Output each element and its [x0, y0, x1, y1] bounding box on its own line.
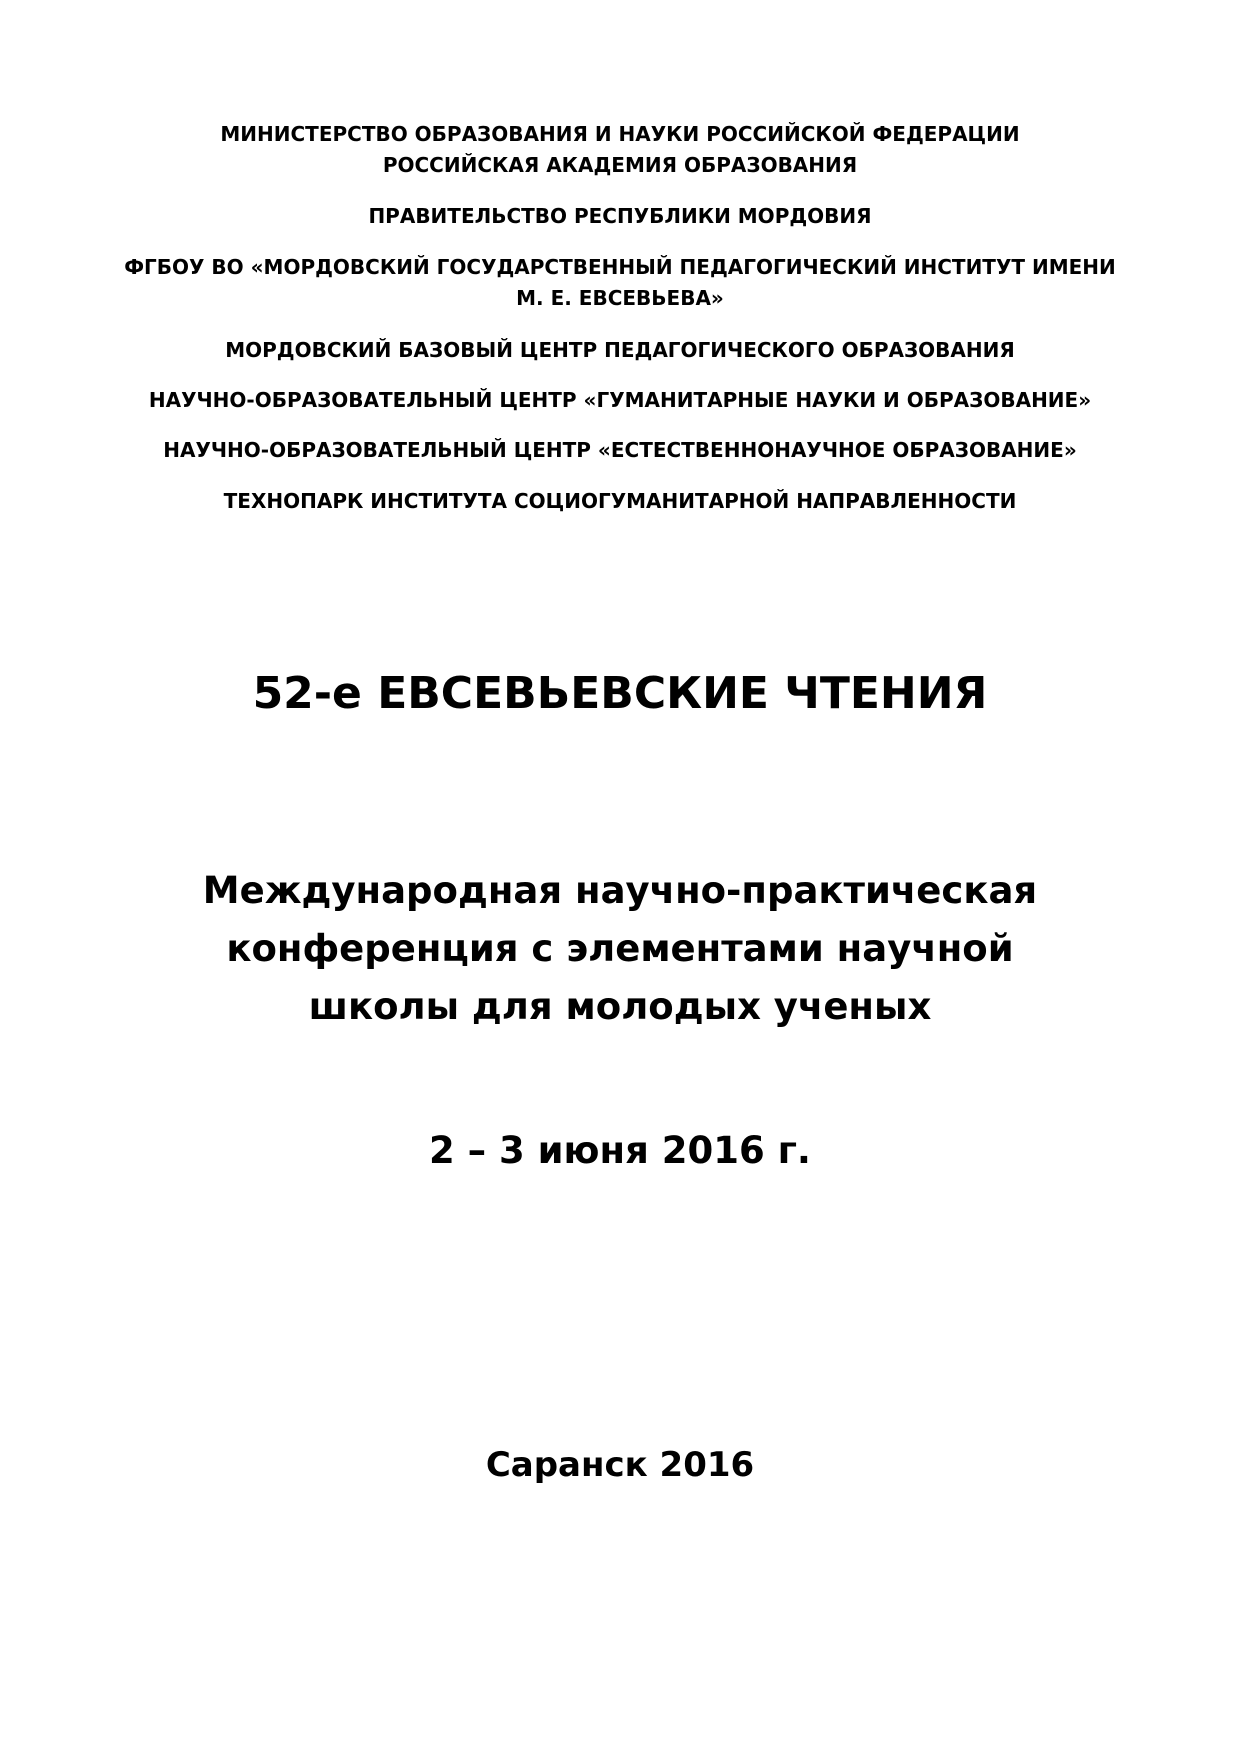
org-line-technopark: ТЕХНОПАРК ИНСТИТУТА СОЦИОГУМАНИТАРНОЙ НАПРАВЛЕННОСТИ — [223, 489, 1017, 513]
org-line-institute-name: М. Е. ЕВСЕВЬЕВА» — [516, 286, 724, 310]
org-line-ministry: МИНИСТЕРСТВО ОБРАЗОВАНИЯ И НАУКИ РОССИЙСКОЙ ФЕДЕРАЦИИ — [220, 122, 1020, 146]
conference-dates: 2 – 3 июня 2016 г. — [429, 1129, 811, 1172]
org-line-science-center: НАУЧНО-ОБРАЗОВАТЕЛЬНЫЙ ЦЕНТР «ЕСТЕСТВЕННОНАУЧНОЕ ОБРАЗОВАНИЕ» — [163, 438, 1077, 462]
org-line-humanities-center: НАУЧНО-ОБРАЗОВАТЕЛЬНЫЙ ЦЕНТР «ГУМАНИТАРНЫЕ НАУКИ И ОБРАЗОВАНИЕ» — [148, 388, 1092, 412]
org-line-institute: ФГБОУ ВО «МОРДОВСКИЙ ГОСУДАРСТВЕННЫЙ ПЕДАГОГИЧЕСКИЙ ИНСТИТУТ ИМЕНИ — [124, 255, 1116, 279]
subtitle-line-3: школы для молодых ученых — [308, 985, 932, 1028]
subtitle-line-2: конференция с элементами научной — [226, 927, 1014, 970]
org-line-government: ПРАВИТЕЛЬСТВО РЕСПУБЛИКИ МОРДОВИЯ — [368, 204, 872, 228]
subtitle-line-1: Международная научно-практическая — [202, 869, 1038, 912]
org-line-academy: РОССИЙСКАЯ АКАДЕМИЯ ОБРАЗОВАНИЯ — [382, 153, 858, 177]
org-line-base-center: МОРДОВСКИЙ БАЗОВЫЙ ЦЕНТР ПЕДАГОГИЧЕСКОГО ОБРАЗОВАНИЯ — [225, 338, 1015, 362]
city-year: Саранск 2016 — [485, 1445, 755, 1485]
conference-title: 52-е ЕВСЕВЬЕВСКИЕ ЧТЕНИЯ — [252, 668, 988, 719]
